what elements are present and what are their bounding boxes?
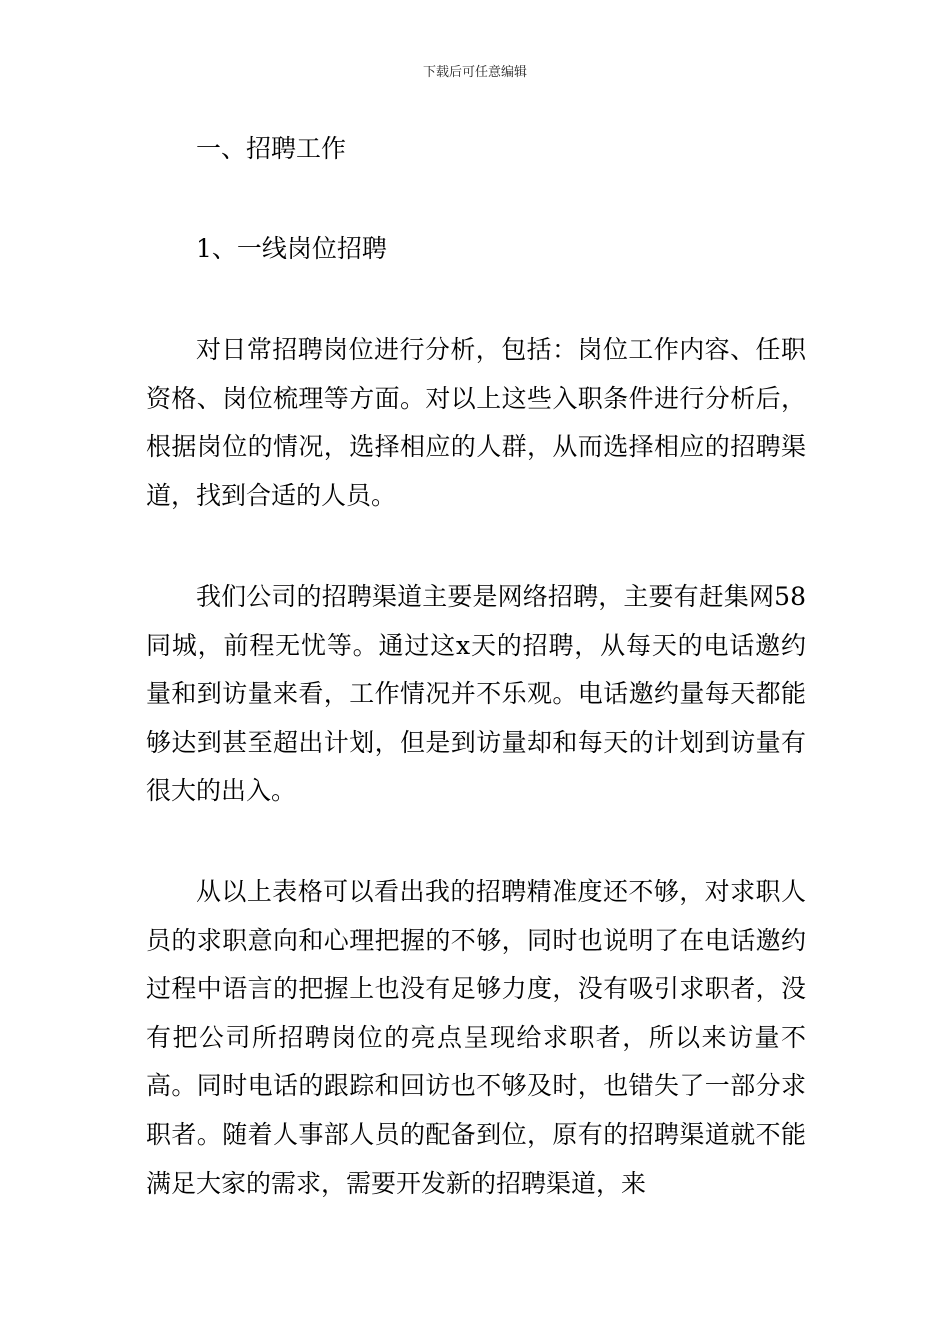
body-paragraph: 我们公司的招聘渠道主要是网络招聘，主要有赶集网58同城，前程无忧等。通过这x天的招聘，从每天的电话邀约量和到访量来看，工作情况并不乐观。电话邀约量每天都能够达到甚至超出计划，但是到访量却和每天的计划到访量有很大的出入。 — [146, 582, 806, 806]
subsection-title: 1、一线岗位招聘 — [196, 234, 387, 263]
section-title: 一、招聘工作 — [196, 134, 347, 163]
body-paragraph: 从以上表格可以看出我的招聘精准度还不够，对求职人员的求职意向和心理把握的不够，同时也说明了在电话邀约过程中语言的把握上也没有足够力度，没有吸引求职者，没有把公司所招聘岗位的亮点呈现给求职者，所以来访量不高。同时电话的跟踪和回访也不够及时，也错失了一部分求职者。随着人事部人员的配备到位，原有的招聘渠道就不能满足大家的需求，需要开发新的招聘渠道，来 — [146, 877, 806, 1198]
body-paragraph: 对日常招聘岗位进行分析，包括：岗位工作内容、任职资格、岗位梳理等方面。对以上这些入职条件进行分析后，根据岗位的情况，选择相应的人群，从而选择相应的招聘渠道，找到合适的人员。 — [146, 335, 806, 510]
page-header: 下载后可任意编辑 — [422, 65, 527, 80]
